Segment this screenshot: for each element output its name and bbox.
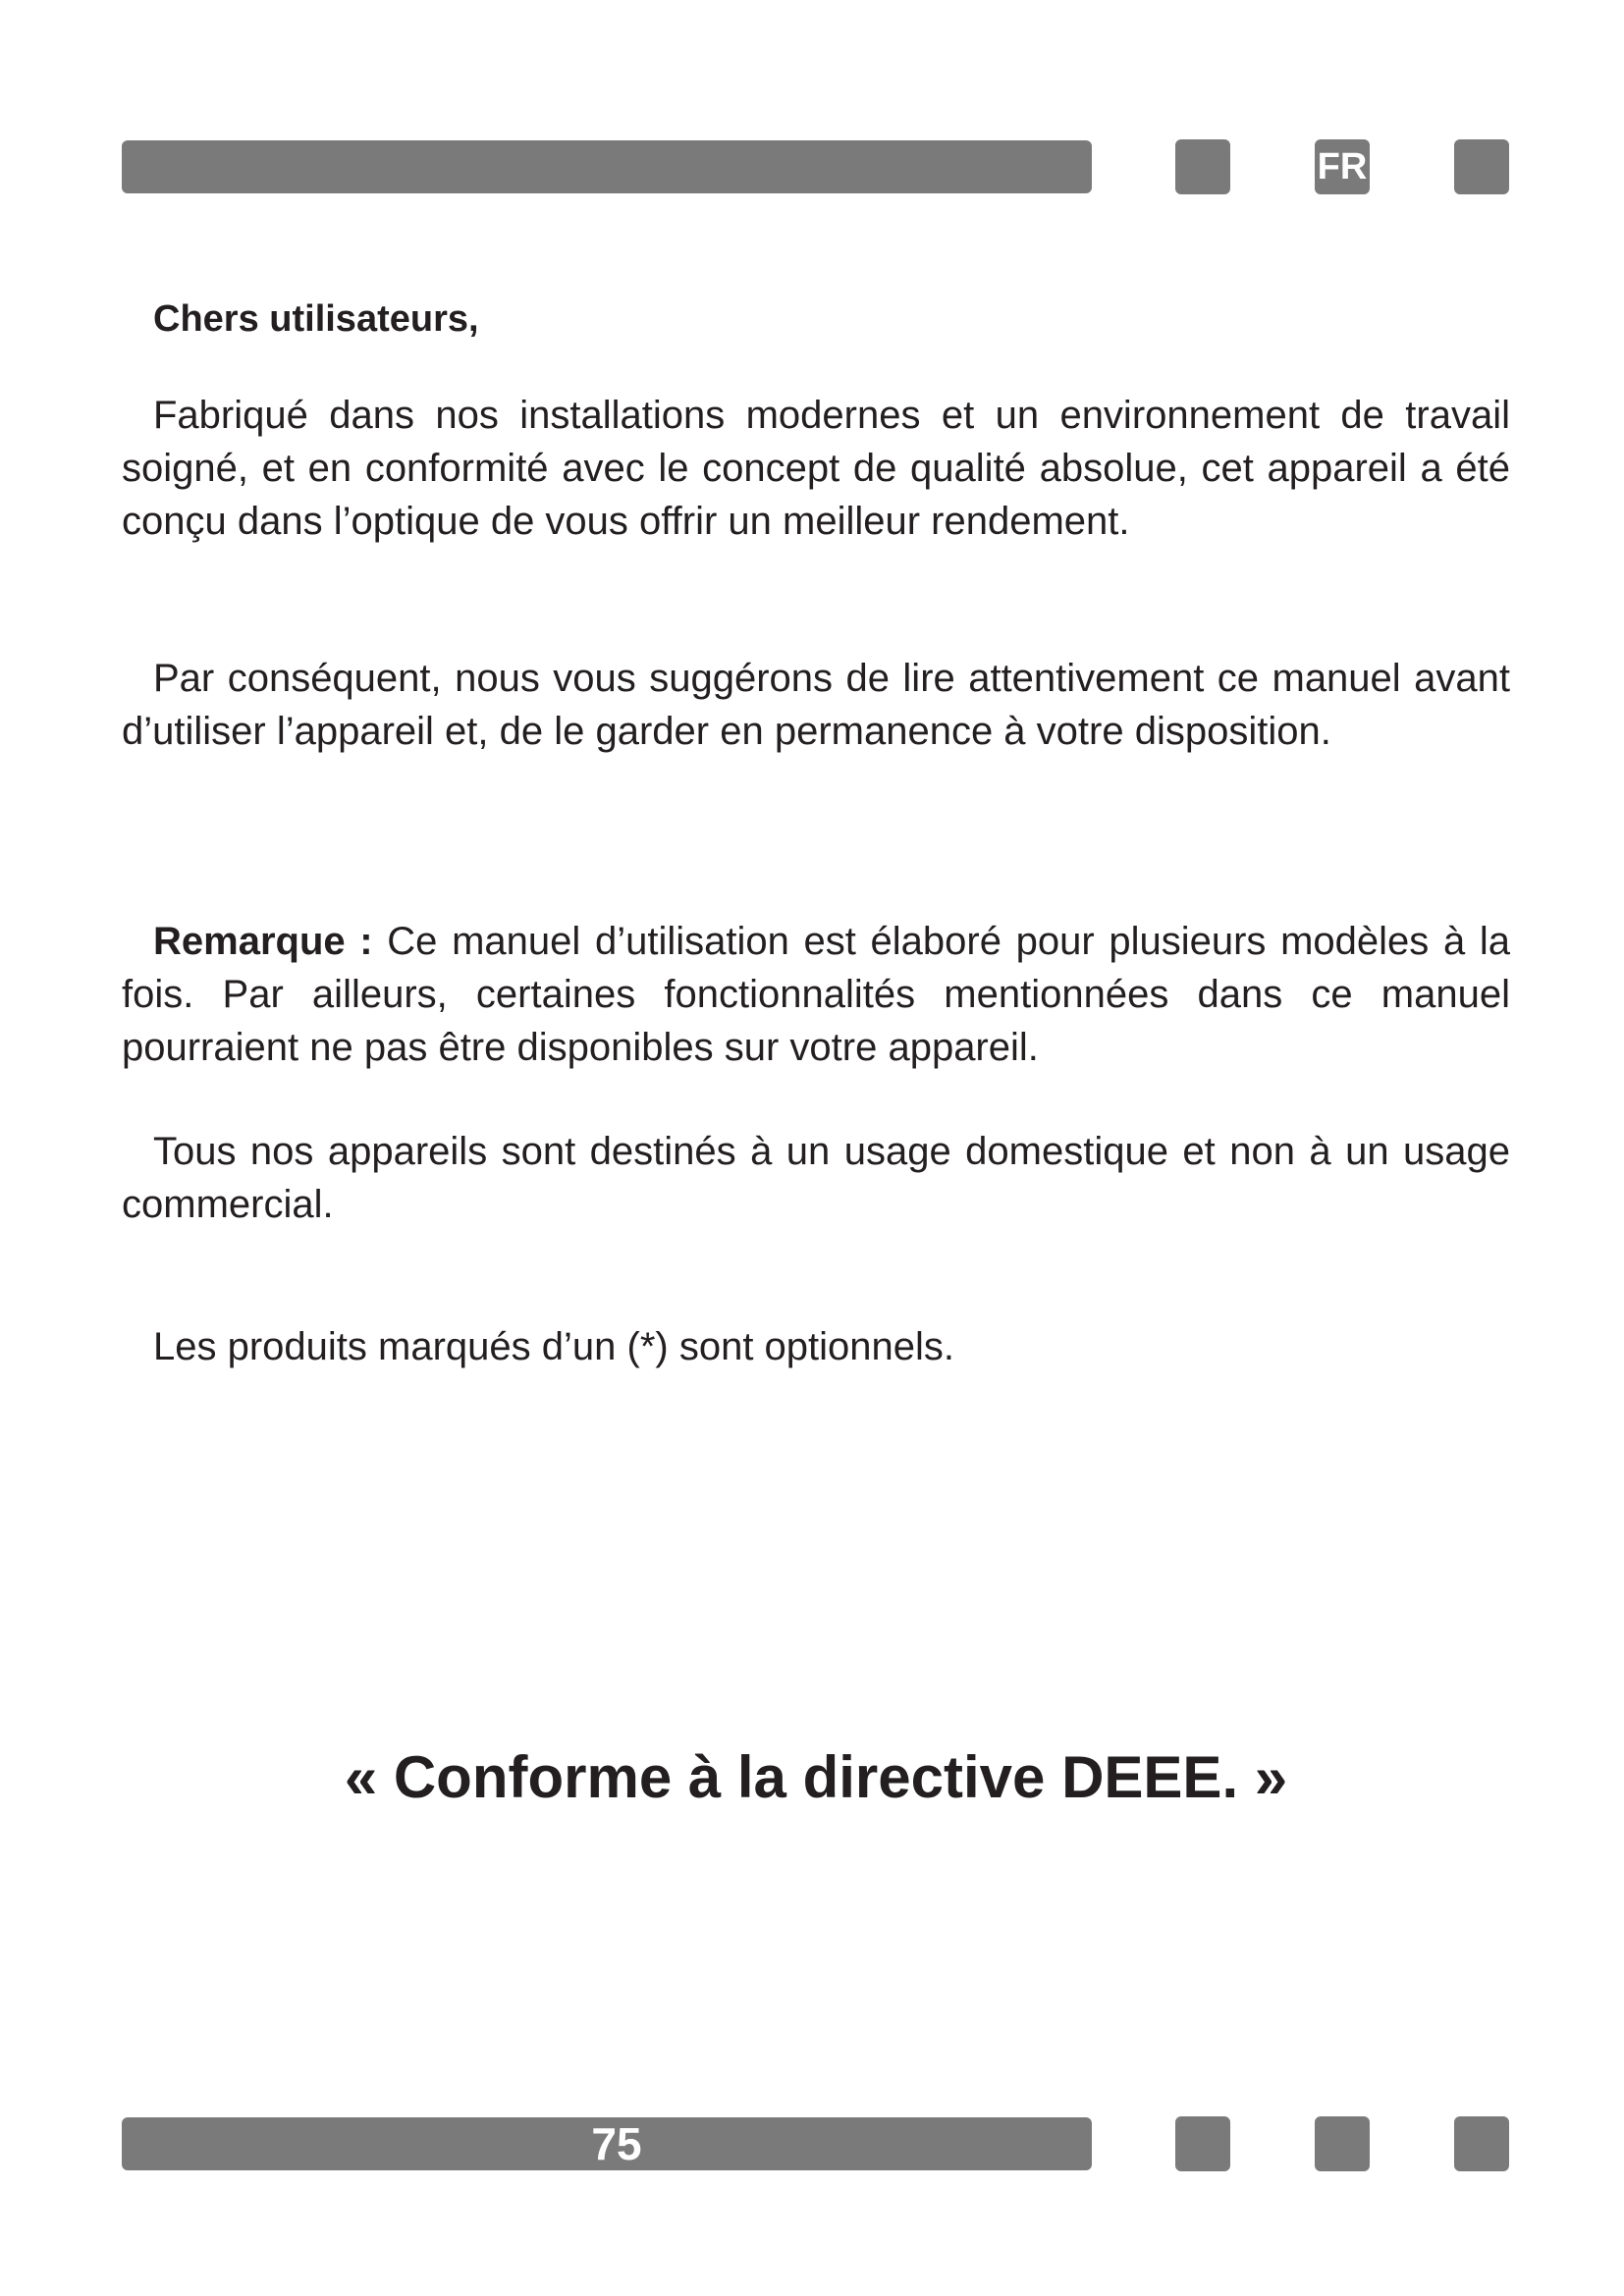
intro-paragraph: Fabriqué dans nos installations modernes et un environnement de travail soigné, et en conformité avec le concept de qualité absolue, cet appareil a été conçu dans l’optique de vous offrir un meilleur rendement. xyxy=(122,394,1510,543)
domestic-use-paragraph: Tous nos appareils sont destinés à un usage domestique et non à un usage commercial. xyxy=(122,1130,1510,1226)
header-bar xyxy=(122,140,1092,193)
page-number: 75 xyxy=(591,2118,642,2169)
note-paragraph xyxy=(122,915,1510,1074)
reading-advice-paragraph: Par conséquent, nous vous suggérons de lire attentivement ce manuel avant d’utiliser l’appareil et, de le garder en permanence à votre disposition. xyxy=(122,657,1510,753)
footer-square-decoration xyxy=(1315,2116,1370,2171)
greeting-heading: Chers utilisateurs, xyxy=(153,298,479,340)
header-square-decoration xyxy=(1454,139,1509,194)
note-label: Remarque : xyxy=(153,920,373,963)
footer-square-decoration xyxy=(1175,2116,1230,2171)
header-square-decoration xyxy=(1175,139,1230,194)
footer-bar xyxy=(122,2117,1092,2170)
note-text: Ce manuel d’utilisation est élaboré pour plusieurs modèles à la fois. Par ailleurs, certaines fonctionnalités mentionnées dans ce manuel pourraient ne pas être disponibles sur votre appareil. xyxy=(122,920,1511,1069)
optional-products-paragraph: Les produits marqués d’un (*) sont optionnels. xyxy=(153,1325,955,1368)
deee-statement: « Conforme à la directive DEEE. » xyxy=(344,1744,1288,1810)
language-badge: FR xyxy=(1315,139,1370,194)
footer-square-decoration xyxy=(1454,2116,1509,2171)
